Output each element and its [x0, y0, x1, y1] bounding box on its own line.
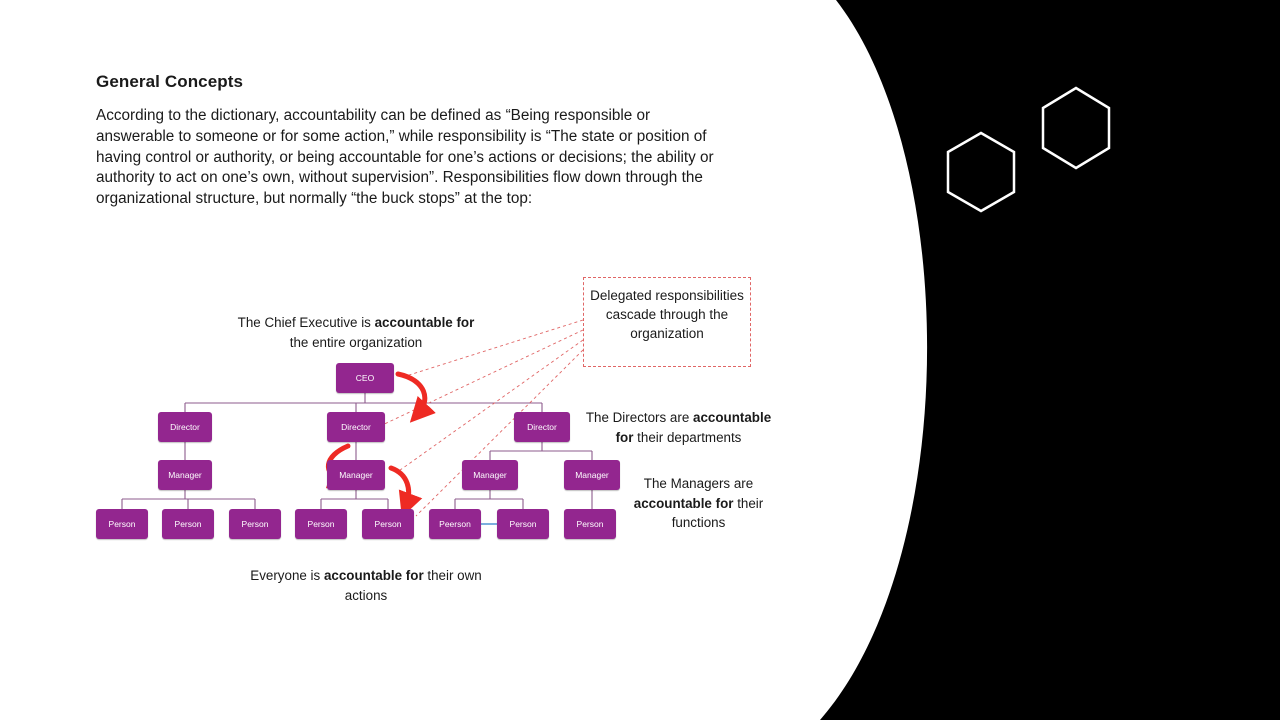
node-director-1[interactable]: Director — [158, 412, 212, 442]
node-manager-2[interactable]: Manager — [327, 460, 385, 490]
node-person-1[interactable]: Person — [96, 509, 148, 539]
decorative-black-panel — [820, 0, 1280, 720]
annotation-everyone — [246, 566, 486, 605]
node-manager-1[interactable]: Manager — [158, 460, 212, 490]
node-manager-4[interactable]: Manager — [564, 460, 620, 490]
annotation-managers-suffix: their functions — [671, 495, 764, 530]
node-person-8[interactable]: Person — [564, 509, 616, 539]
node-person-5[interactable]: Person — [362, 509, 414, 539]
node-director-2[interactable]: Director — [327, 412, 385, 442]
annotation-ceo-suffix: the entire organization — [289, 334, 423, 350]
annotation-ceo-bold: accountable for — [374, 315, 475, 330]
annotation-everyone-bold: accountable for — [323, 568, 424, 583]
black-shape — [820, 0, 1280, 720]
body-paragraph: According to the dictionary, accountability can be defined as “Being responsible or answerable to someone or for some action,” while responsibility is “The state or position of having control or authority, or being accountable for one’s actions or decisions; the ability or authority to act on one’s own, without supervision”. Responsibilities flow down through the organizational structure, but normally “the buck stops” at the top: — [96, 107, 714, 208]
annotation-ceo — [236, 313, 476, 352]
node-person-7[interactable]: Person — [497, 509, 549, 539]
annotation-everyone-suffix: their own actions — [344, 568, 482, 603]
annotation-everyone-prefix: Everyone is — [250, 568, 324, 583]
node-person-6[interactable]: Peerson — [429, 509, 481, 539]
annotation-managers — [616, 474, 781, 533]
org-chart-diagram — [96, 268, 796, 613]
annotation-managers-bold: accountable for — [633, 495, 734, 511]
page-title: General Concepts — [96, 72, 244, 91]
annotation-managers-prefix: The Managers are — [643, 476, 754, 491]
node-ceo[interactable]: CEO — [336, 363, 394, 393]
hexagon-icon-1 — [1043, 88, 1109, 168]
hexagon-icon-2 — [948, 133, 1014, 211]
annotation-directors-suffix: their departments — [633, 429, 742, 445]
annotation-directors-bold: accountable for — [615, 410, 772, 445]
annotation-directors — [576, 408, 781, 447]
node-person-4[interactable]: Person — [295, 509, 347, 539]
node-director-3[interactable]: Director — [514, 412, 570, 442]
node-person-2[interactable]: Person — [162, 509, 214, 539]
node-person-3[interactable]: Person — [229, 509, 281, 539]
annotation-directors-prefix: The Directors are — [585, 410, 694, 425]
annotation-ceo-prefix: The Chief Executive is — [237, 315, 375, 330]
callout-delegated-responsibilities: Delegated responsibilities cascade through the organization — [583, 277, 751, 367]
node-manager-3[interactable]: Manager — [462, 460, 518, 490]
